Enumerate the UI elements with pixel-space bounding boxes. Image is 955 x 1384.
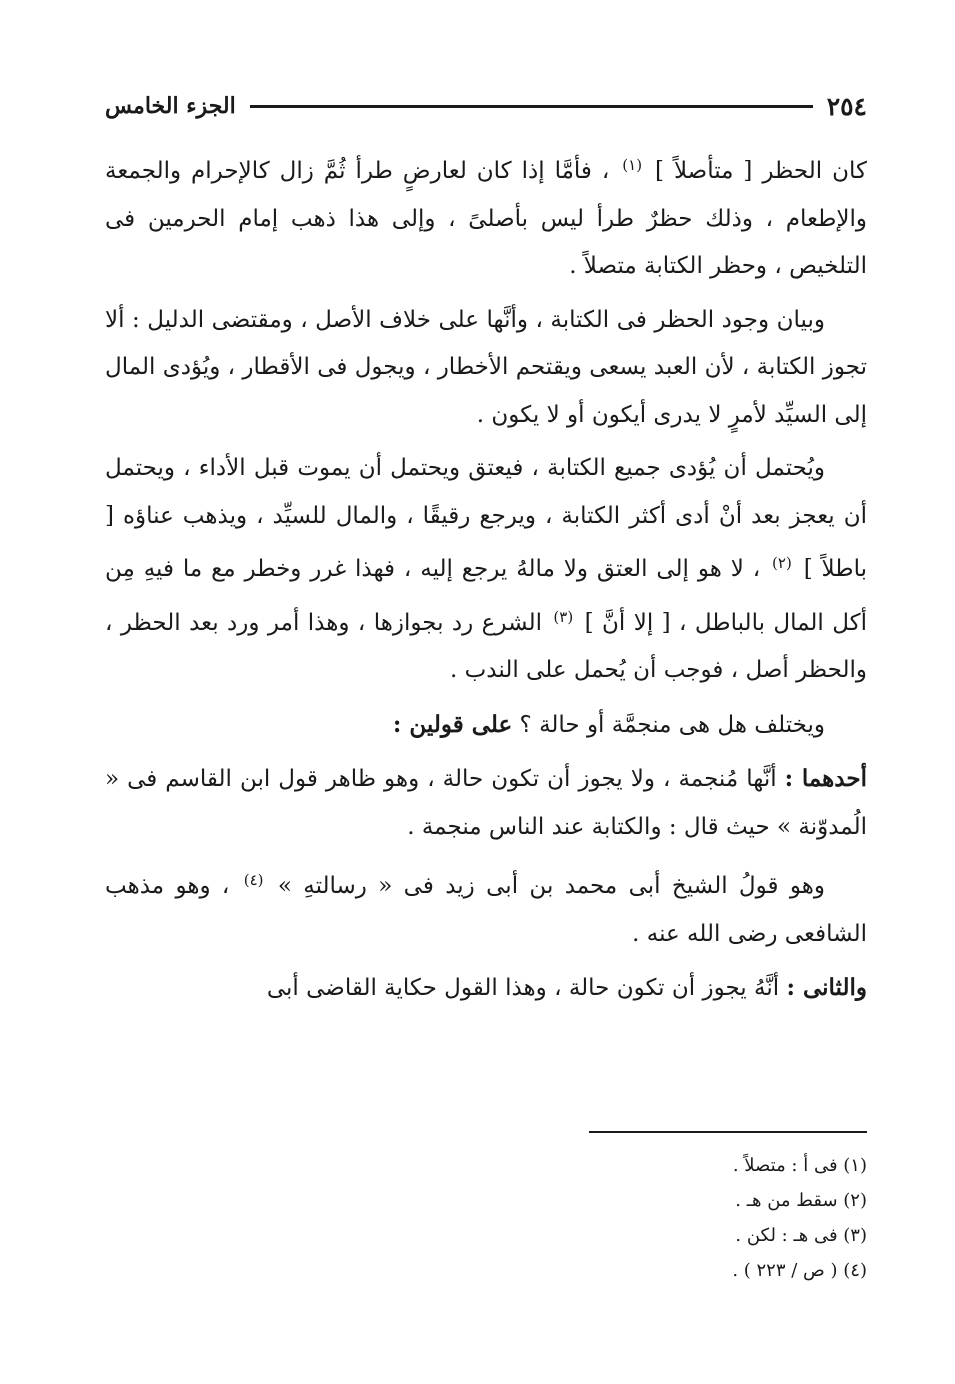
bold-heading: والثانى : — [786, 974, 867, 1001]
page-number: ٢٥٤ — [826, 91, 867, 121]
text-run: وبيان وجود الحظر فى الكتابة ، وأنَّها على خلاف الأصل ، ومقتضى الدليل : ألا تجوز الكتابة ، لأن العبد يسعى ويقتحم الأخطار ، ويجول فى الأقطار ، ويُؤدى المال إلى السيِّد لأمرٍ لا يدرى أيكون أو لا يكون . — [105, 306, 867, 428]
paragraph — [105, 701, 867, 750]
paragraph — [105, 445, 867, 695]
header-rule — [250, 105, 813, 108]
text-run: ، وهو مذهب الشافعى رضى الله عنه . — [105, 873, 867, 947]
text-run: ، فأمَّا إذا كان لعارضٍ طرأ ثُمَّ زال كالإحرام والجمعة والإطعام ، وذلك حظرٌ طرأ ليس بأصلىً ، وإلى هذا ذهب إمام الحرمين فى التلخيص ، وحظر الكتابة متصلاً . — [105, 158, 867, 279]
footnote-3: (٣) فى هـ : لكن . — [735, 1225, 867, 1246]
bold-heading: أحدهما : — [784, 765, 867, 792]
text-run: وهو قولُ الشيخ أبى محمد بن أبى زيد فى « رسالتهِ » — [266, 873, 825, 899]
text-run: كان الحظر [ متأصلاً ] — [645, 158, 867, 184]
footnote-reference: (٢) — [772, 554, 792, 572]
footnote-4: (٤) ( ص / ٢٢٣ ) . — [732, 1260, 867, 1281]
page-header — [105, 86, 867, 126]
paragraph — [105, 964, 867, 1013]
paragraph — [105, 755, 867, 851]
footnote-reference: (٣) — [553, 607, 574, 626]
paragraph — [105, 857, 867, 958]
text-run: ، لا هو إلى العتق ولا مالهُ يرجع إليه ، فهذا غرر وخطر مع ما فيهِ مِن أكل المال بالباطل ، [ إلا أنَّ ] — [105, 556, 867, 636]
paragraph — [105, 297, 867, 440]
footnote-2: (٢) سقط من هـ . — [735, 1190, 867, 1211]
footnote-reference: (١) — [622, 156, 643, 174]
text-run: ويُحتمل أن يُؤدى جميع الكتابة ، فيعتق ويحتمل أن يموت قبل الأداء ، ويحتمل أن يعجز بعد أنْ أدى أكثر الكتابة ، ويرجع رقيقًا ، والمال للسيِّد ، ويذهب عناؤه [ باطلاً ] — [105, 455, 867, 582]
bold-heading: على قولين : — [392, 710, 513, 738]
text-run: أنَّهُ يجوز أن تكون حالة ، وهذا القول حكاية القاضى أبى — [266, 975, 787, 1001]
paragraph — [105, 142, 867, 291]
text-run: أنَّها مُنجمة ، ولا يجوز أن تكون حالة ، وهو ظاهر قول ابن القاسم فى « الُمدوّنة » حيث قال : والكتابة عند الناس منجمة . — [105, 766, 867, 840]
text-run: ويختلف هل هى منجمَّة أو حالة ؟ — [512, 711, 825, 738]
main-text — [105, 142, 867, 1019]
running-title: الجزء الخامس — [105, 93, 236, 119]
footnote-reference: (٤) — [243, 871, 264, 889]
footnote-1: (١) فى أ : متصلاً . — [732, 1155, 867, 1176]
footnotes — [367, 1148, 867, 1288]
footnote-separator — [589, 1131, 867, 1133]
text-run: الشرع رد بجوازها ، وهذا أمر ورد بعد الحظر ، والحظر أصل ، فوجب أن يُحمل على الندب . — [105, 609, 867, 683]
